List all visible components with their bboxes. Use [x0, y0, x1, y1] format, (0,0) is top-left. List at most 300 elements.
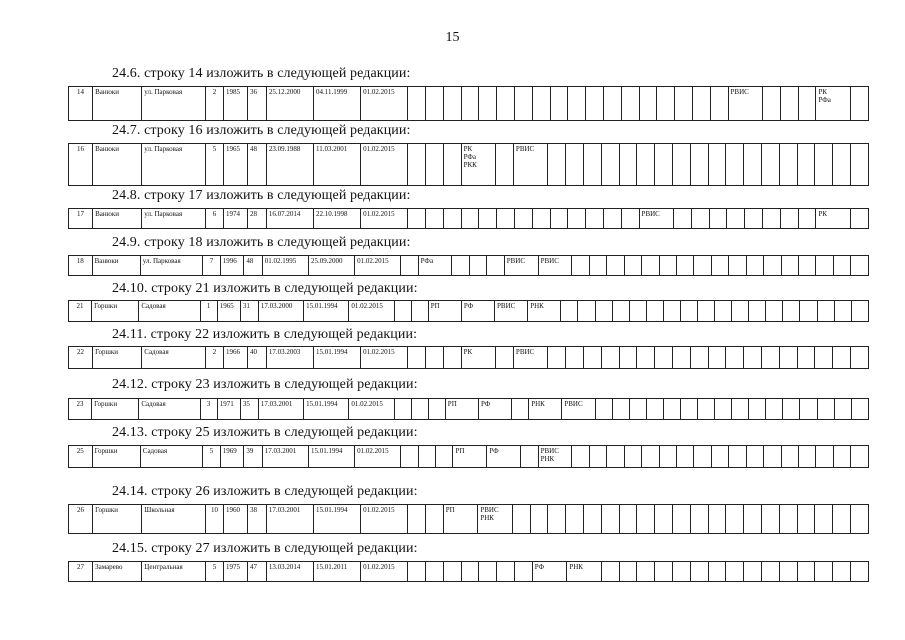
empty-cell — [408, 144, 426, 186]
table-row — [69, 347, 869, 369]
empty-cell — [589, 256, 606, 276]
empty-cell — [798, 256, 815, 276]
empty-cell — [408, 505, 426, 534]
row-number-cell: 22 — [69, 347, 93, 369]
date-2-cell: 15.01.1994 — [308, 446, 354, 468]
empty-cell — [601, 144, 619, 186]
empty-cell — [851, 347, 869, 369]
empty-cell — [461, 209, 479, 229]
mark-cell: РФ — [478, 399, 511, 420]
street-name-cell: Садовая — [142, 347, 206, 369]
empty-cell — [514, 87, 532, 121]
empty-cell — [418, 446, 435, 468]
build-year-cell: 1965 — [223, 144, 247, 186]
mark-cell: РК РФа — [816, 87, 851, 121]
empty-cell — [443, 562, 461, 582]
empty-cell — [497, 87, 515, 121]
register-row-table — [68, 255, 869, 276]
build-year-cell: 1965 — [217, 301, 240, 322]
empty-cell — [425, 87, 443, 121]
empty-cell — [746, 256, 763, 276]
empty-cell — [851, 446, 869, 468]
date-3-cell: 01.02.2015 — [361, 87, 408, 121]
house-number-cell: 7 — [203, 256, 220, 276]
house-number-cell: 5 — [203, 446, 220, 468]
mark-cell: РК — [816, 209, 851, 229]
empty-cell — [663, 301, 680, 322]
empty-cell — [673, 144, 691, 186]
apartment-count-cell: 35 — [240, 399, 258, 420]
empty-cell — [607, 446, 624, 468]
empty-cell — [512, 399, 529, 420]
empty-cell — [619, 505, 637, 534]
date-2-cell: 25.09.2000 — [308, 256, 354, 276]
register-row-table — [68, 86, 869, 121]
empty-cell — [619, 347, 637, 369]
empty-cell — [744, 562, 762, 582]
empty-cell — [408, 347, 426, 369]
empty-cell — [497, 562, 515, 582]
empty-cell — [586, 209, 604, 229]
empty-cell — [729, 446, 746, 468]
mark-cell: РФа — [418, 256, 452, 276]
empty-cell — [798, 209, 816, 229]
empty-cell — [595, 399, 612, 420]
empty-cell — [601, 562, 619, 582]
empty-cell — [694, 256, 711, 276]
mark-cell: РФ — [532, 562, 567, 582]
empty-cell — [514, 562, 532, 582]
empty-cell — [708, 347, 726, 369]
empty-cell — [425, 562, 443, 582]
empty-cell — [548, 505, 566, 534]
apartment-count-cell: 47 — [248, 562, 267, 582]
date-3-cell: 01.02.2015 — [349, 301, 394, 322]
empty-cell — [800, 399, 817, 420]
mark-cell: РВИС — [504, 256, 538, 276]
empty-cell — [690, 505, 708, 534]
empty-cell — [603, 209, 621, 229]
empty-cell — [479, 209, 497, 229]
empty-cell — [607, 256, 624, 276]
empty-cell — [797, 505, 815, 534]
empty-cell — [690, 144, 708, 186]
empty-cell — [601, 347, 619, 369]
empty-cell — [530, 505, 548, 534]
table-row — [69, 505, 869, 534]
table-row — [69, 399, 869, 420]
empty-cell — [851, 144, 869, 186]
empty-cell — [783, 301, 800, 322]
register-row-table — [68, 445, 869, 468]
empty-cell — [798, 446, 815, 468]
empty-cell — [780, 209, 798, 229]
date-3-cell: 01.02.2015 — [361, 209, 408, 229]
mark-cell: РП — [428, 301, 461, 322]
mark-cell: РВИС — [728, 87, 763, 121]
empty-cell — [732, 399, 749, 420]
house-number-cell: 5 — [206, 562, 224, 582]
empty-cell — [657, 87, 675, 121]
empty-cell — [697, 301, 714, 322]
empty-cell — [680, 399, 697, 420]
empty-cell — [763, 87, 781, 121]
village-name-cell: Горшки — [92, 301, 139, 322]
mark-cell: РФ — [461, 301, 494, 322]
empty-cell — [646, 301, 663, 322]
empty-cell — [487, 256, 504, 276]
empty-cell — [797, 144, 815, 186]
row-number-cell: 25 — [69, 446, 93, 468]
mark-cell: РВИС — [513, 144, 548, 186]
empty-cell — [603, 87, 621, 121]
empty-cell — [550, 209, 568, 229]
date-2-cell: 11.03.2001 — [313, 144, 360, 186]
village-name-cell: Ванюки — [93, 87, 142, 121]
date-2-cell: 04.11.1999 — [313, 87, 360, 121]
table-row — [69, 209, 869, 229]
empty-cell — [561, 301, 578, 322]
date-3-cell: 01.02.2015 — [355, 256, 401, 276]
empty-cell — [408, 87, 426, 121]
section-heading: 24.12. строку 23 изложить в следующей редакции: — [112, 377, 418, 392]
row-number-cell: 23 — [69, 399, 92, 420]
empty-cell — [834, 399, 851, 420]
house-number-cell: 5 — [206, 144, 224, 186]
date-1-cell: 17.03.2000 — [258, 301, 303, 322]
empty-cell — [762, 347, 780, 369]
empty-cell — [762, 562, 780, 582]
date-3-cell: 01.02.2015 — [361, 562, 408, 582]
empty-cell — [629, 399, 646, 420]
village-name-cell: Ванюки — [93, 209, 142, 229]
empty-cell — [680, 301, 697, 322]
empty-cell — [797, 347, 815, 369]
empty-cell — [715, 399, 732, 420]
empty-cell — [851, 87, 869, 121]
date-3-cell: 01.02.2015 — [355, 446, 401, 468]
date-3-cell: 01.02.2015 — [361, 347, 408, 369]
empty-cell — [496, 347, 514, 369]
empty-cell — [694, 446, 711, 468]
empty-cell — [425, 347, 443, 369]
mark-cell: РНК — [567, 562, 602, 582]
empty-cell — [797, 562, 815, 582]
register-row-table — [68, 300, 869, 322]
empty-cell — [708, 562, 726, 582]
empty-cell — [779, 144, 797, 186]
empty-cell — [762, 144, 780, 186]
village-name-cell: Ванюки — [92, 256, 140, 276]
empty-cell — [550, 87, 568, 121]
row-number-cell: 27 — [69, 562, 93, 582]
apartment-count-cell: 40 — [248, 347, 267, 369]
empty-cell — [710, 87, 728, 121]
date-3-cell: 01.02.2015 — [361, 505, 408, 534]
build-year-cell: 1996 — [220, 256, 244, 276]
empty-cell — [779, 347, 797, 369]
empty-cell — [586, 87, 604, 121]
village-name-cell: Горшки — [93, 505, 142, 534]
empty-cell — [715, 301, 732, 322]
empty-cell — [428, 399, 445, 420]
build-year-cell: 1969 — [220, 446, 244, 468]
apartment-count-cell: 39 — [244, 446, 262, 468]
page-number: 15 — [445, 30, 460, 45]
empty-cell — [781, 446, 798, 468]
empty-cell — [584, 144, 602, 186]
row-number-cell: 21 — [69, 301, 92, 322]
village-name-cell: Замарево — [93, 562, 142, 582]
build-year-cell: 1966 — [223, 347, 247, 369]
empty-cell — [629, 301, 646, 322]
register-row-table — [68, 398, 869, 420]
empty-cell — [764, 446, 781, 468]
mark-cell: РНК — [529, 399, 562, 420]
empty-cell — [568, 209, 586, 229]
house-number-cell: 10 — [206, 505, 224, 534]
empty-cell — [619, 144, 637, 186]
apartment-count-cell: 48 — [244, 256, 262, 276]
empty-cell — [443, 87, 461, 121]
mark-cell: РВИС — [495, 301, 528, 322]
register-row-table — [68, 143, 869, 186]
empty-cell — [851, 256, 869, 276]
empty-cell — [479, 87, 497, 121]
house-number-cell: 1 — [200, 301, 217, 322]
empty-cell — [691, 209, 709, 229]
date-1-cell: 25.12.2000 — [266, 87, 313, 121]
empty-cell — [800, 301, 817, 322]
empty-cell — [727, 209, 745, 229]
empty-cell — [408, 209, 426, 229]
date-2-cell: 15.01.1994 — [304, 399, 349, 420]
empty-cell — [816, 446, 833, 468]
empty-cell — [655, 562, 673, 582]
street-name-cell: Центральная — [142, 562, 206, 582]
mark-cell: РНК — [528, 301, 561, 322]
mark-cell: РК РФа РКК — [461, 144, 496, 186]
empty-cell — [401, 256, 418, 276]
empty-cell — [469, 256, 486, 276]
empty-cell — [637, 562, 655, 582]
empty-cell — [708, 144, 726, 186]
house-number-cell: 2 — [206, 347, 224, 369]
row-number-cell: 16 — [69, 144, 93, 186]
empty-cell — [834, 301, 851, 322]
house-number-cell: 2 — [206, 87, 224, 121]
empty-cell — [711, 446, 728, 468]
empty-cell — [532, 87, 550, 121]
empty-cell — [612, 301, 629, 322]
house-number-cell: 3 — [200, 399, 217, 420]
empty-cell — [512, 505, 530, 534]
empty-cell — [851, 399, 868, 420]
empty-cell — [676, 256, 693, 276]
row-number-cell: 18 — [69, 256, 93, 276]
empty-cell — [744, 347, 762, 369]
date-1-cell: 23.09.1988 — [266, 144, 313, 186]
table-row — [69, 87, 869, 121]
build-year-cell: 1985 — [223, 87, 247, 121]
empty-cell — [548, 347, 566, 369]
mark-cell: РВИС РНК — [538, 446, 572, 468]
empty-cell — [749, 399, 766, 420]
empty-cell — [815, 347, 833, 369]
empty-cell — [411, 399, 428, 420]
empty-cell — [436, 446, 453, 468]
register-row-table — [68, 504, 869, 534]
empty-cell — [394, 399, 411, 420]
date-2-cell: 15.01.1994 — [304, 301, 349, 322]
street-name-cell: Садовая — [139, 301, 200, 322]
section-heading: 24.6. строку 14 изложить в следующей редакции: — [112, 66, 411, 81]
empty-cell — [676, 446, 693, 468]
build-year-cell: 1975 — [223, 562, 247, 582]
section-heading: 24.14. строку 26 изложить в следующей редакции: — [112, 484, 418, 499]
empty-cell — [726, 144, 744, 186]
row-number-cell: 26 — [69, 505, 93, 534]
table-row — [69, 144, 869, 186]
apartment-count-cell: 28 — [248, 209, 267, 229]
empty-cell — [637, 347, 655, 369]
empty-cell — [783, 399, 800, 420]
empty-cell — [815, 505, 833, 534]
section-heading: 24.7. строку 16 изложить в следующей редакции: — [112, 123, 411, 138]
empty-cell — [532, 209, 550, 229]
empty-cell — [443, 144, 461, 186]
date-1-cell: 13.03.2014 — [266, 562, 313, 582]
street-name-cell: ул. Парковая — [142, 87, 206, 121]
street-name-cell: Садовая — [140, 446, 203, 468]
mark-cell: РК — [461, 347, 496, 369]
empty-cell — [745, 209, 763, 229]
empty-cell — [621, 87, 639, 121]
empty-cell — [584, 505, 602, 534]
empty-cell — [815, 562, 833, 582]
empty-cell — [568, 87, 586, 121]
street-name-cell: ул. Парковая — [142, 209, 206, 229]
empty-cell — [726, 562, 744, 582]
empty-cell — [655, 144, 673, 186]
empty-cell — [763, 209, 781, 229]
empty-cell — [548, 144, 566, 186]
empty-cell — [851, 209, 869, 229]
register-row-table — [68, 208, 869, 229]
village-name-cell: Горшки — [93, 347, 142, 369]
empty-cell — [497, 209, 515, 229]
empty-cell — [572, 256, 589, 276]
empty-cell — [655, 505, 673, 534]
mark-cell: РП — [445, 399, 478, 420]
empty-cell — [496, 144, 514, 186]
empty-cell — [659, 446, 676, 468]
empty-cell — [709, 209, 727, 229]
empty-cell — [673, 505, 691, 534]
empty-cell — [692, 87, 710, 121]
empty-cell — [708, 505, 726, 534]
empty-cell — [746, 446, 763, 468]
empty-cell — [673, 562, 691, 582]
empty-cell — [726, 505, 744, 534]
empty-cell — [572, 446, 589, 468]
empty-cell — [639, 87, 657, 121]
empty-cell — [619, 562, 637, 582]
date-2-cell: 22.10.1998 — [313, 209, 360, 229]
date-2-cell: 15.01.1994 — [313, 347, 360, 369]
empty-cell — [655, 347, 673, 369]
date-3-cell: 01.02.2015 — [361, 144, 408, 186]
empty-cell — [726, 347, 744, 369]
register-row-table — [68, 561, 869, 582]
table-row — [69, 446, 869, 468]
empty-cell — [690, 347, 708, 369]
empty-cell — [833, 144, 851, 186]
section-heading: 24.10. строку 21 изложить в следующей редакции: — [112, 281, 418, 296]
empty-cell — [401, 446, 418, 468]
empty-cell — [762, 505, 780, 534]
empty-cell — [624, 256, 641, 276]
section-heading: 24.9. строку 18 изложить в следующей редакции: — [112, 235, 411, 250]
date-1-cell: 16.07.2014 — [266, 209, 313, 229]
date-3-cell: 01.02.2015 — [349, 399, 394, 420]
empty-cell — [408, 562, 426, 582]
empty-cell — [566, 505, 584, 534]
street-name-cell: Садовая — [139, 399, 200, 420]
empty-cell — [646, 399, 663, 420]
empty-cell — [637, 144, 655, 186]
street-name-cell: ул. Парковая — [142, 144, 206, 186]
empty-cell — [443, 209, 461, 229]
village-name-cell: Горшки — [92, 399, 139, 420]
village-name-cell: Горшки — [92, 446, 140, 468]
empty-cell — [766, 399, 783, 420]
mark-cell: РВИС — [513, 347, 548, 369]
empty-cell — [624, 446, 641, 468]
empty-cell — [452, 256, 469, 276]
empty-cell — [601, 505, 619, 534]
section-heading: 24.11. строку 22 изложить в следующей редакции: — [112, 327, 418, 342]
row-number-cell: 14 — [69, 87, 93, 121]
empty-cell — [479, 562, 497, 582]
build-year-cell: 1974 — [223, 209, 247, 229]
empty-cell — [732, 301, 749, 322]
table-row — [69, 301, 869, 322]
empty-cell — [674, 209, 692, 229]
empty-cell — [675, 87, 693, 121]
build-year-cell: 1971 — [217, 399, 240, 420]
apartment-count-cell: 38 — [248, 505, 267, 534]
date-1-cell: 17.03.2003 — [266, 347, 313, 369]
mark-cell: РВИС — [639, 209, 674, 229]
empty-cell — [394, 301, 411, 322]
empty-cell — [566, 144, 584, 186]
street-name-cell: Школьная — [142, 505, 206, 534]
empty-cell — [817, 301, 834, 322]
empty-cell — [514, 209, 532, 229]
empty-cell — [815, 144, 833, 186]
house-number-cell: 6 — [206, 209, 224, 229]
table-row — [69, 256, 869, 276]
empty-cell — [711, 256, 728, 276]
empty-cell — [851, 505, 869, 534]
empty-cell — [425, 209, 443, 229]
empty-cell — [779, 562, 797, 582]
empty-cell — [781, 256, 798, 276]
mark-cell: РВИС РНК — [478, 505, 513, 534]
empty-cell — [637, 505, 655, 534]
empty-cell — [425, 144, 443, 186]
